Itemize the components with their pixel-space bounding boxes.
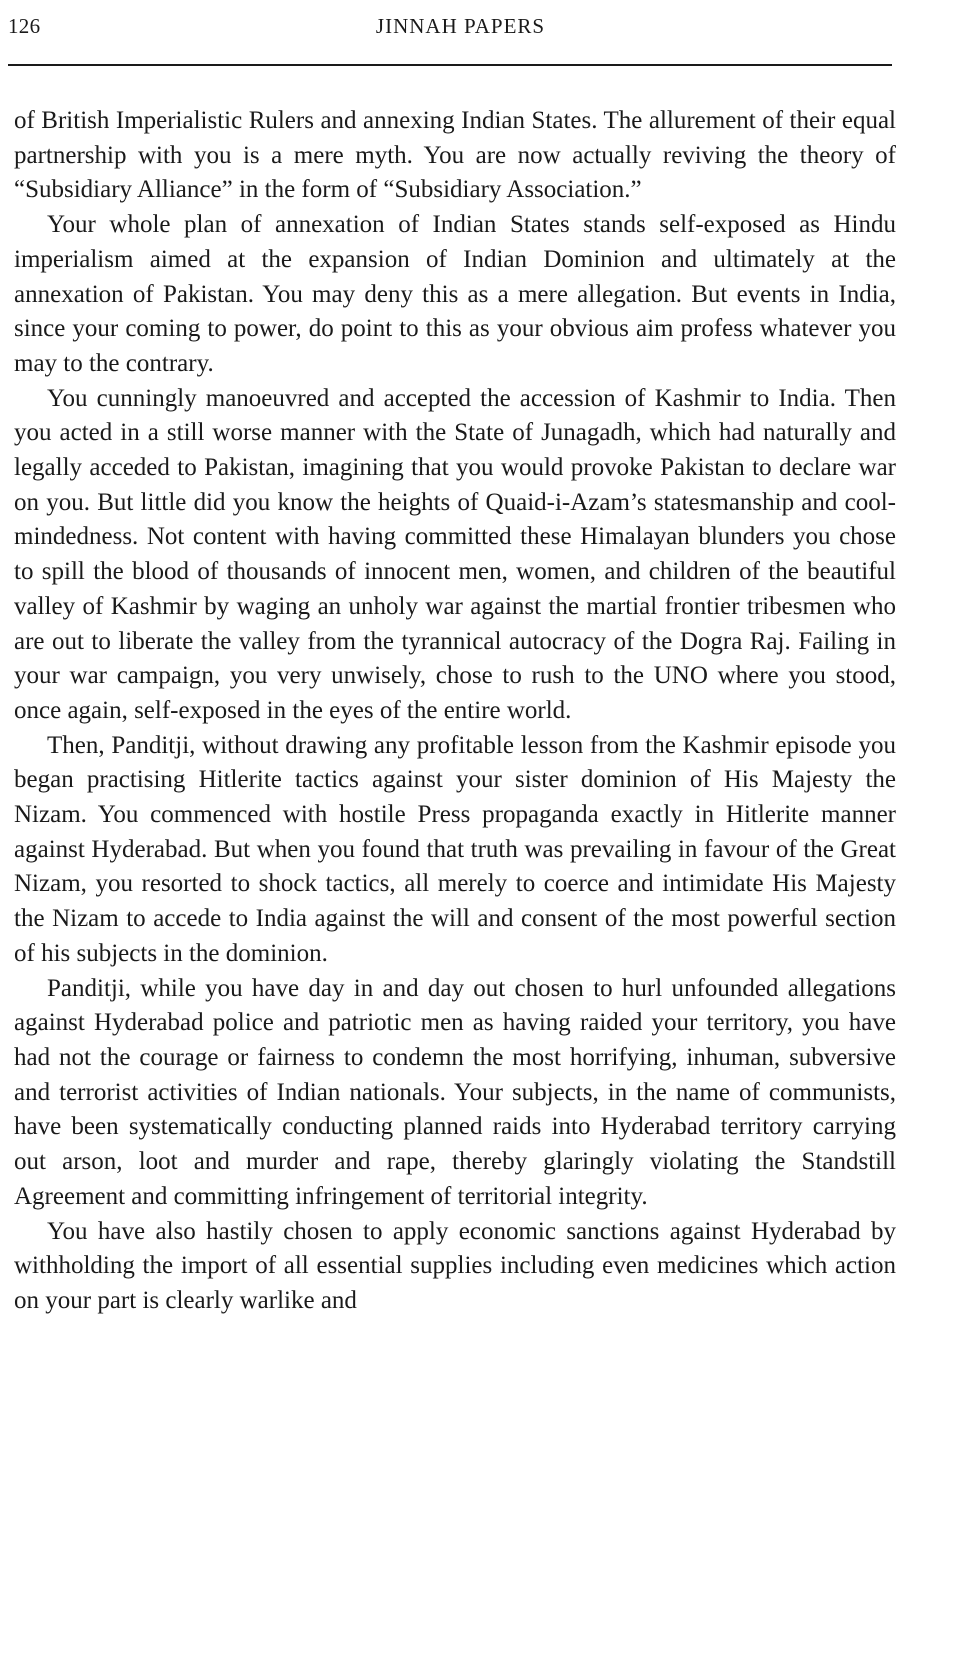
running-head bbox=[8, 14, 913, 44]
paragraph: Then, Panditji, without drawing any profitable lesson from the Kashmir episode you began practising Hitlerite tactics against your sister dominion of His Majesty the Nizam. You commenced with hostile Press propaganda exactly in Hitlerite manner against Hyderabad. But when you found that truth was prevailing in favour of the Great Nizam, you resorted to shock tactics, all merely to coerce and intimidate His Majesty the Nizam to accede to India against the will and consent of the most powerful section of his subjects in the dominion. bbox=[14, 731, 896, 967]
paragraph: Panditji, while you have day in and day out chosen to hurl unfounded allegations against Hyderabad police and patriotic men as having raided your territory, you have had not the courage or fairness to condemn the most horrifying, inhuman, subversive and terrorist activities of Indian nationals. Your subjects, in the name of communists, have been systematically conducting planned raids into Hyderabad territory carrying out arson, loot and murder and rape, thereby glaringly violating the Standstill Agreement and committing infringement of territorial integrity. bbox=[14, 974, 896, 1210]
paragraph: You have also hastily chosen to apply economic sanctions against Hyderabad by withholding the import of all essential supplies including even medicines which action on your part is clearly warlike and bbox=[14, 1217, 896, 1314]
paragraph: You cunningly manoeuvred and accepted the accession of Kashmir to India. Then you acted in a still worse manner with the State of Junagadh, which had naturally and legally acceded to Pakistan, imagining that you would provoke Pakistan to declare war on you. But little did you know the heights of Quaid-i-Azam’s statesmanship and cool-mindedness. Not content with having committed these Himalayan blunders you chose to spill the blood of thousands of innocent men, women, and children of the beautiful valley of Kashmir by waging an unholy war against the martial frontier tribesmen who are out to liberate the valley from the tyrannical autocracy of the Dogra Raj. Failing in your war campaign, you very unwisely, chose to rush to the UNO where you stood, once again, self-exposed in the eyes of the entire world. bbox=[14, 384, 896, 724]
page-number: 126 bbox=[8, 14, 41, 38]
paragraph: Your whole plan of annexation of Indian States stands self-exposed as Hindu imperialism aimed at the expansion of Indian Dominion and ultimately at the annexation of Pakistan. You may deny this as a mere allegation. But events in India, since your coming to power, do point to this as your obvious aim profess whatever you may to the contrary. bbox=[14, 211, 896, 377]
running-title: JINNAH PAPERS bbox=[375, 14, 546, 38]
paragraph: of British Imperialistic Rulers and annexing Indian States. The allurement of their equal partnership with you is a mere myth. You are now actually reviving the theory of “Subsidiary Alliance” in the form of “Subsidiary Association.” bbox=[14, 107, 896, 204]
body-text bbox=[14, 104, 896, 1319]
header-rule bbox=[8, 64, 892, 66]
